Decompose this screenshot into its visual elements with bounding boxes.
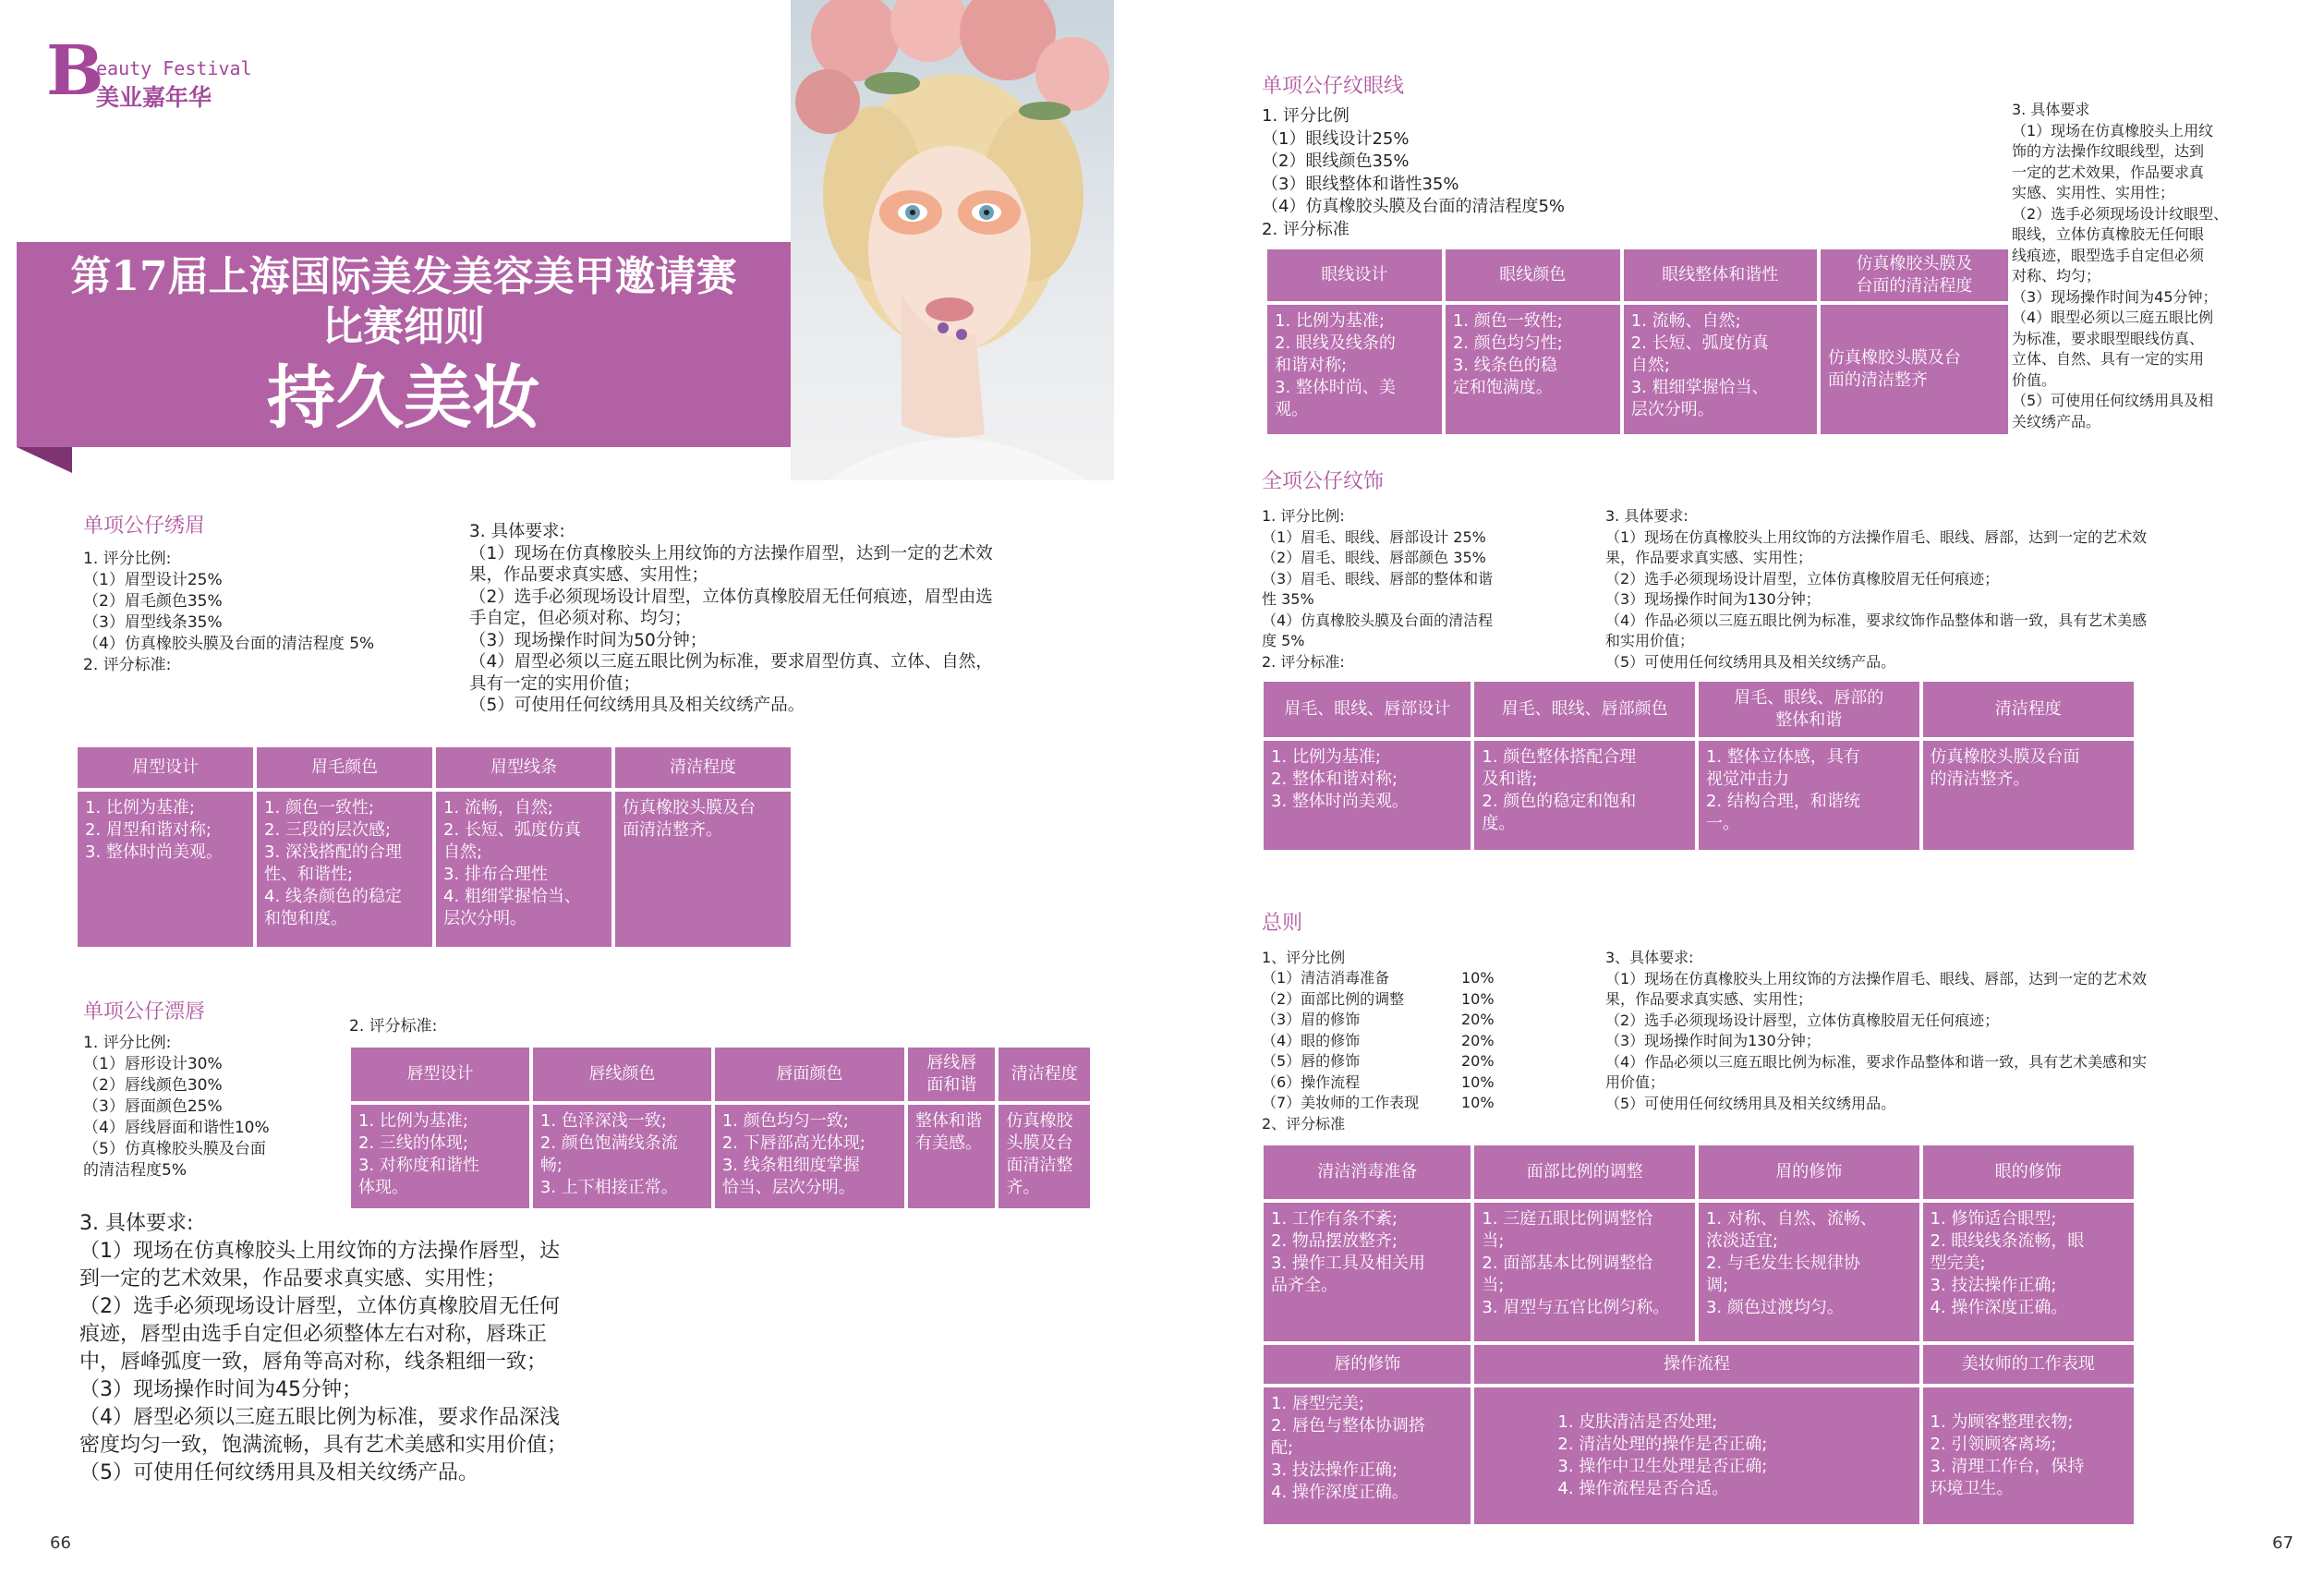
eyeliner-requirements: 3. 具体要求 （1）现场在仿真橡胶头上用纹 饰的方法操作纹眼线型，达到 一定的艺术效果，作品要求真 实感、实用性、实用性； （2）选手必须现场设计纹眼型、 眼线，立体仿真橡胶无任何眼 线痕迹，眼型选手自定但必须 对称、均匀； （3）现场操作时间为45分钟； （4）眼型必须以三庭五眼比例 为标准，要求眼型眼线仿真、 立体、自然、具有一定的实用 价值。 （5）可使用任何纹绣用具及相 关纹绣产品。 (2012, 101, 2229, 430)
table-header: 眉毛、眼线、唇部设计 (1264, 682, 1471, 737)
title-line-2: 比赛细则 (322, 303, 485, 350)
table-header: 仿真橡胶头膜及 台面的清洁程度 (1821, 249, 2008, 301)
table-header: 唇型设计 (351, 1048, 529, 1101)
table-cell: 1. 对称、自然、流畅、 浓淡适宜; 2. 与毛发生长规律协 调; 3. 颜色过渡均匀。 (1699, 1203, 1919, 1341)
logo-en: eauty Festival (96, 57, 252, 79)
title-line-3: 持久美妆 (267, 358, 540, 438)
full-requirements: 3. 具体要求: （1）现场在仿真橡胶头上用纹饰的方法操作眉毛、眼线、唇部，达到一定的艺术效 果，作品要求真实感、实用性； （2）选手必须现场设计眉型，立体仿真橡胶眉无任何痕迹； （3）现场操作时间为130分钟； （4）作品必须以三庭五眼比例为标准，要求纹饰作品整体和谐一致，具有艺术美感 和实用价值； （5）可使用任何纹绣用具及相关纹绣产品。 (1605, 507, 2148, 671)
table-header: 眉毛、眼线、唇部的 整体和谐 (1699, 682, 1919, 737)
title-line-1: 第17届上海国际美发美容美甲邀请赛 (70, 253, 737, 300)
table-header: 眉型设计 (78, 747, 253, 788)
list-item: （6）操作流程 10% (1262, 1072, 1495, 1091)
eyeliner-ratio: 1. 评分比例 （1）眼线设计25% （2）眼线颜色35% （3）眼线整体和谐性35% （4）仿真橡胶头膜及台面的清洁程度5% 2. 评分标准 (1262, 106, 1566, 239)
table-header: 美妆师的工作表现 (1923, 1345, 2134, 1384)
logo-letter: B (46, 31, 104, 111)
table-header: 清洁程度 (615, 747, 791, 788)
list-item: （2）面部比例的调整 10% (1262, 989, 1495, 1008)
eyebrow-score-table (74, 744, 794, 951)
table-header: 眼线颜色 (1446, 249, 1620, 301)
table-cell: 1. 比例为基准; 2. 整体和谐对称; 3. 整体时尚美观。 (1264, 741, 1471, 850)
table-header: 眉的修饰 (1699, 1145, 1919, 1199)
section-heading-eyebrow: 单项公仔绣眉 (83, 515, 206, 538)
table-cell: 1. 唇型完美; 2. 唇色与整体协调搭 配; 3. 技法操作正确; 4. 操作深度正确。 (1264, 1387, 1471, 1524)
table-cell: 1. 流畅、自然; 2. 长短、弧度仿真 自然; 3. 粗细掌握恰当、 层次分明。 (1624, 305, 1817, 434)
page-number-right: 67 (2272, 1533, 2294, 1553)
table-header: 面部比例的调整 (1474, 1145, 1695, 1199)
table-cell: 1. 整体立体感，具有 视觉冲击力 2. 结构合理，和谐统 一。 (1699, 741, 1919, 850)
table-header: 操作流程 (1474, 1345, 1919, 1384)
table-cell: 整体和谐 有美感。 (908, 1105, 995, 1208)
section-heading-eyeliner: 单项公仔纹眼线 (1262, 75, 1405, 98)
brand-logo (46, 31, 286, 111)
banner-fold (17, 447, 72, 473)
general-ratio-title: 1、评分比例 (1262, 949, 1346, 966)
table-cell: 1. 比例为基准; 2. 三线的体现; 3. 对称度和谐性 体现。 (351, 1105, 529, 1208)
table-cell: 1. 颜色一致性; 2. 三段的层次感; 3. 深浅搭配的合理 性、和谐性; 4. 线条颜色的稳定 和饱和度。 (257, 792, 432, 947)
table-header: 清洁程度 (999, 1048, 1090, 1101)
page-number-left: 66 (50, 1533, 71, 1553)
table-cell: 1. 比例为基准; 2. 眉型和谐对称; 3. 整体时尚美观。 (78, 792, 253, 947)
table-header: 眼线整体和谐性 (1624, 249, 1817, 301)
table-header: 眉毛颜色 (257, 747, 432, 788)
general-requirements: 3、具体要求: （1）现场在仿真橡胶头上用纹饰的方法操作眉毛、眼线、唇部，达到一定的艺术效 果，作品要求真实感、实用性； （2）选手必须现场设计唇型，立体仿真橡胶眉无任何痕迹； （3）现场操作时间为130分钟； （4）作品必须以三庭五眼比例为标准，要求作品整体和谐一致，具有艺术美感和实 用价值； （5）可使用任何纹绣用具及相关纹绣用品。 (1605, 949, 2148, 1112)
table-header: 眉毛、眼线、唇部颜色 (1474, 682, 1695, 737)
table-cell: 1. 三庭五眼比例调整恰 当; 2. 面部基本比例调整恰 当; 3. 眉型与五官比例匀称。 (1474, 1203, 1695, 1341)
table-cell: 仿真橡胶 头膜及台 面清洁整 齐。 (999, 1105, 1090, 1208)
eyeliner-score-table (1264, 246, 2012, 438)
table-header: 唇线唇 面和谐 (908, 1048, 995, 1101)
table-cell: 1. 颜色均匀一致; 2. 下唇部高光体现; 3. 线条粗细度掌握 恰当、层次分明。 (715, 1105, 904, 1208)
table-cell: 1. 皮肤清洁是否处理; 2. 清洁处理的操作是否正确; 3. 操作中卫生处理是否正确; 4. 操作流程是否合适。 (1474, 1387, 1919, 1524)
table-cell: 1. 为顾客整理衣物; 2. 引领顾客离场; 3. 清理工作台，保持 环境卫生。 (1923, 1387, 2134, 1524)
list-item: （5）唇的修饰 20% (1262, 1052, 1495, 1070)
table-cell: 仿真橡胶头膜及台面 的清洁整齐。 (1923, 741, 2134, 850)
table-cell: 1. 颜色整体搭配合理 及和谐; 2. 颜色的稳定和饱和 度。 (1474, 741, 1695, 850)
list-item: （1）清洁消毒准备 10% (1262, 969, 1495, 987)
list-item: （7）美妆师的工作表现 10% (1262, 1094, 1495, 1111)
lip-standard-label: 2. 评分标准: (349, 1017, 438, 1036)
table-cell: 1. 色泽深浅一致; 2. 颜色饱满线条流 畅; 3. 上下相接正常。 (533, 1105, 711, 1208)
full-score-table (1260, 678, 2137, 854)
eyebrow-requirements: 3. 具体要求: （1）现场在仿真橡胶头上用纹饰的方法操作眉型，达到一定的艺术效 果，作品要求真实感、实用性； （2）选手必须现场设计眉型，立体仿真橡胶眉无任何痕迹，眉型由选 手自定，但必须对称、均匀； （3）现场操作时间为50分钟； （4）眉型必须以三庭五眼比例为标准，要求眉型仿真、立体、自然， 具有一定的实用价值； （5）可使用任何纹绣用具及相关纹绣产品。 (469, 522, 993, 715)
table-cell: 仿真橡胶头膜及台 面的清洁整齐 (1821, 305, 2008, 434)
table-header: 清洁程度 (1923, 682, 2134, 737)
table-header: 眉型线条 (436, 747, 611, 788)
general-standard-label: 2、评分标准 (1262, 1115, 1346, 1133)
full-ratio: 1. 评分比例: （1）眉毛、眼线、唇部设计 25% （2）眉毛、眼线、唇部颜色 35% （3）眉毛、眼线、唇部的整体和谐 性 35% （4）仿真橡胶头膜及台面的清洁程 度 5% 2. 评分标准: (1262, 507, 1494, 671)
table-cell: 1. 比例为基准; 2. 眼线及线条的 和谐对称; 3. 整体时尚、美 观。 (1267, 305, 1442, 434)
lip-ratio: 1. 评分比例: （1）唇形设计30% （2）唇线颜色30% （3）唇面颜色25% （4）唇线唇面和谐性10% （5）仿真橡胶头膜及台面 的清洁程度5% (83, 1034, 270, 1180)
lip-requirements: 3. 具体要求: （1）现场在仿真橡胶头上用纹饰的方法操作唇型，达 到一定的艺术效果，作品要求真实感、实用性； （2）选手必须现场设计唇型，立体仿真橡胶眉无任何 痕迹，唇型由选手自定但必须整体左右对称，唇珠正 中，唇峰弧度一致，唇角等高对称，线条粗细一致； （3）现场操作时间为45分钟； （4）唇型必须以三庭五眼比例为标准，要求作品深浅 密度均匀一致，饱满流畅，具有艺术美感和实用价值； （5）可使用任何纹绣用具及相关纹绣产品。 (79, 1212, 568, 1484)
list-item: （3）眉的修饰 20% (1262, 1011, 1495, 1028)
list-item: （4）眼的修饰 20% (1262, 1031, 1495, 1049)
general-score-table (1260, 1142, 2137, 1528)
general-ratio-list (1262, 968, 1585, 1114)
section-heading-full: 全项公仔纹饰 (1262, 470, 1385, 493)
logo-cn: 美业嘉年华 (96, 84, 212, 111)
table-header: 唇的修饰 (1264, 1345, 1471, 1384)
table-cell: 1. 工作有条不紊; 2. 物品摆放整齐; 3. 操作工具及相关用 品齐全。 (1264, 1203, 1471, 1341)
table-header: 唇线颜色 (533, 1048, 711, 1101)
table-header: 清洁消毒准备 (1264, 1145, 1471, 1199)
table-cell: 仿真橡胶头膜及台 面清洁整齐。 (615, 792, 791, 947)
table-header: 唇面颜色 (715, 1048, 904, 1101)
table-cell: 1. 颜色一致性; 2. 颜色均匀性; 3. 线条色的稳 定和饱满度。 (1446, 305, 1620, 434)
table-header: 眼的修饰 (1923, 1145, 2134, 1199)
table-header: 眼线设计 (1267, 249, 1442, 301)
section-heading-general: 总则 (1262, 912, 1303, 935)
section-heading-lip: 单项公仔漂唇 (83, 1000, 206, 1024)
table-cell: 1. 流畅，自然; 2. 长短、弧度仿真 自然; 3. 排布合理性 4. 粗细掌握恰当、 层次分明。 (436, 792, 611, 947)
table-cell: 1. 修饰适合眼型; 2. 眼线线条流畅，眼 型完美; 3. 技法操作正确; 4. 操作深度正确。 (1923, 1203, 2134, 1341)
model-photo (791, 0, 1114, 480)
lip-score-table (347, 1044, 1094, 1212)
eyebrow-ratio: 1. 评分比例: （1）眉型设计25% （2）眉毛颜色35% （3）眉型线条35% （4）仿真橡胶头膜及台面的清洁程度 5% 2. 评分标准: (83, 550, 375, 674)
